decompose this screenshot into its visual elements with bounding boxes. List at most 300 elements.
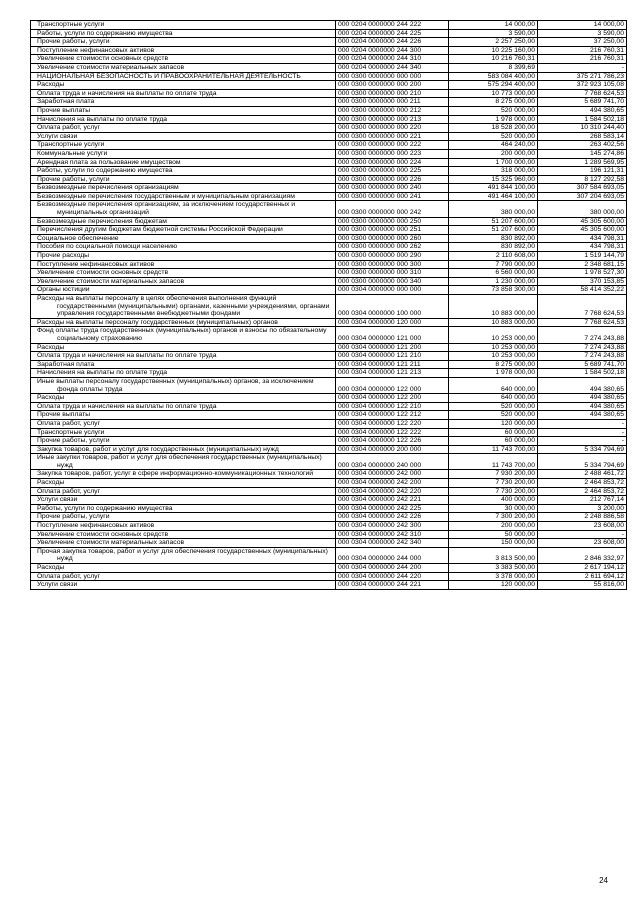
- row-approved: 7 300 200,00: [449, 513, 538, 522]
- row-code: 000 0300 0000000 000 221: [336, 132, 449, 141]
- table-row: [31, 63, 627, 72]
- row-name: Работы, услуги по содержанию имущества: [31, 29, 336, 38]
- table-row: [31, 201, 627, 217]
- row-executed: 494 380,65: [538, 411, 627, 420]
- row-name: Безвозмездные перечисления организациям, за исключением государственных и муниципальных организаций: [31, 201, 336, 217]
- row-name: Работы, услуги по содержанию имущества: [31, 504, 336, 513]
- row-approved: 318 000,00: [449, 167, 538, 176]
- row-name: Расходы на выплаты персоналу государственных (муниципальных) органов: [31, 318, 336, 327]
- row-approved: 6 560 000,00: [449, 269, 538, 278]
- row-code: 000 0304 0000000 244 000: [336, 547, 449, 563]
- table-row: [31, 377, 627, 393]
- row-approved: 380 000,00: [449, 201, 538, 217]
- row-approved: 830 892,00: [449, 243, 538, 252]
- row-code: 000 0300 0000000 000 300: [336, 260, 449, 269]
- row-code: 000 0304 0000000 122 200: [336, 394, 449, 403]
- row-executed: 1 584 502,18: [538, 115, 627, 124]
- row-approved: 1 978 000,00: [449, 115, 538, 124]
- row-executed: 372 923 105,08: [538, 81, 627, 90]
- row-approved: 1 230 000,00: [449, 277, 538, 286]
- table-row: [31, 243, 627, 252]
- row-code: 000 0304 0000000 242 200: [336, 479, 449, 488]
- row-code: 000 0304 0000000 242 000: [336, 470, 449, 479]
- row-approved: 11 743 700,00: [449, 454, 538, 470]
- row-name: НАЦИОНАЛЬНАЯ БЕЗОПАСНОСТЬ И ПРАВООХРАНИТЕЛЬНАЯ ДЕЯТЕЛЬНОСТЬ: [31, 72, 336, 81]
- row-name: Увеличение стоимости основных средств: [31, 55, 336, 64]
- row-executed: 7 768 624,53: [538, 89, 627, 98]
- row-executed: 2 488 461,72: [538, 470, 627, 479]
- row-executed: 7 768 624,53: [538, 295, 627, 319]
- row-executed: 45 305 600,00: [538, 217, 627, 226]
- row-code: 000 0300 0000000 000 340: [336, 277, 449, 286]
- row-approved: 8 275 000,00: [449, 98, 538, 107]
- row-approved: 2 257 250,00: [449, 38, 538, 47]
- row-executed: 5 689 741,70: [538, 360, 627, 369]
- row-code: 000 0304 0000000 122 222: [336, 428, 449, 437]
- row-executed: 2 464 853,72: [538, 479, 627, 488]
- row-name: Прочие работы, услуги: [31, 437, 336, 446]
- row-approved: 10 225 160,00: [449, 46, 538, 55]
- row-executed: 55 816,00: [538, 581, 627, 590]
- row-code: 000 0300 0000000 000 222: [336, 141, 449, 150]
- table-row: [31, 454, 627, 470]
- table-row: [31, 343, 627, 352]
- row-code: 000 0300 0000000 000 260: [336, 234, 449, 243]
- row-approved: 120 000,00: [449, 581, 538, 590]
- row-code: 000 0304 0000000 121 000: [336, 327, 449, 343]
- table-row: [31, 327, 627, 343]
- row-approved: 640 000,00: [449, 394, 538, 403]
- row-name: Заработная плата: [31, 360, 336, 369]
- table-row: [31, 46, 627, 55]
- table-row: [31, 496, 627, 505]
- row-approved: 3 590,00: [449, 29, 538, 38]
- row-name: Услуги связи: [31, 581, 336, 590]
- row-name: Поступление нефинансовых активов: [31, 522, 336, 531]
- row-code: 000 0300 0000000 000 242: [336, 201, 449, 217]
- row-executed: 5 334 794,69: [538, 445, 627, 454]
- row-code: 000 0304 0000000 240 000: [336, 454, 449, 470]
- row-name: Работы, услуги по содержанию имущества: [31, 167, 336, 176]
- row-name: Увеличение стоимости основных средств: [31, 269, 336, 278]
- row-executed: 307 584 693,05: [538, 184, 627, 193]
- table-row: [31, 38, 627, 47]
- row-executed: -: [538, 530, 627, 539]
- table-row: [31, 141, 627, 150]
- row-executed: 1 289 569,95: [538, 158, 627, 167]
- row-approved: 50 000,00: [449, 530, 538, 539]
- row-executed: 145 274,86: [538, 149, 627, 158]
- row-name: Прочие выплаты: [31, 106, 336, 115]
- row-executed: 212 767,14: [538, 496, 627, 505]
- row-name: Оплата труда и начисления на выплаты по оплате труда: [31, 402, 336, 411]
- row-approved: 464 240,00: [449, 141, 538, 150]
- row-code: 000 0204 0000000 244 310: [336, 55, 449, 64]
- table-body: [31, 21, 627, 590]
- row-code: 000 0304 0000000 242 225: [336, 504, 449, 513]
- row-code: 000 0304 0000000 242 220: [336, 487, 449, 496]
- row-approved: 7 730 200,00: [449, 487, 538, 496]
- row-approved: 51 207 600,00: [449, 217, 538, 226]
- row-name: Прочие выплаты: [31, 411, 336, 420]
- row-code: 000 0300 0000000 000 220: [336, 124, 449, 133]
- table-row: [31, 286, 627, 295]
- row-executed: 196 121,31: [538, 167, 627, 176]
- row-executed: 3 200,00: [538, 504, 627, 513]
- table-row: [31, 55, 627, 64]
- table-row: [31, 167, 627, 176]
- table-row: [31, 437, 627, 446]
- row-name: Расходы: [31, 479, 336, 488]
- row-executed: 2 846 332,97: [538, 547, 627, 563]
- row-approved: 575 294 400,00: [449, 81, 538, 90]
- row-executed: 434 798,31: [538, 234, 627, 243]
- row-approved: 10 253 000,00: [449, 327, 538, 343]
- row-approved: 60 000,00: [449, 428, 538, 437]
- row-executed: 8 127 292,58: [538, 175, 627, 184]
- row-name: Иные закупки товаров, работ и услуг для обеспечения государственных (муниципальных) нужд: [31, 454, 336, 470]
- row-code: 000 0304 0000000 242 221: [336, 496, 449, 505]
- row-executed: 10 310 244,40: [538, 124, 627, 133]
- row-code: 000 0300 0000000 000 211: [336, 98, 449, 107]
- row-name: Перечисления другим бюджетам бюджетной системы Российской Федерации: [31, 226, 336, 235]
- row-code: 000 0300 0000000 000 212: [336, 106, 449, 115]
- row-name: Органы юстиции: [31, 286, 336, 295]
- table-row: [31, 192, 627, 201]
- table-row: [31, 252, 627, 261]
- table-row: [31, 89, 627, 98]
- row-approved: 200 000,00: [449, 149, 538, 158]
- row-executed: 2 617 194,12: [538, 564, 627, 573]
- row-name: Начисления на выплаты по оплате труда: [31, 115, 336, 124]
- row-code: 000 0204 0000000 244 226: [336, 38, 449, 47]
- table-row: [31, 21, 627, 30]
- row-code: 000 0204 0000000 244 340: [336, 63, 449, 72]
- table-row: [31, 470, 627, 479]
- table-row: [31, 277, 627, 286]
- row-name: Оплата работ, услуг: [31, 419, 336, 428]
- row-code: 000 0304 0000000 100 000: [336, 295, 449, 319]
- row-executed: 2 348 681,15: [538, 260, 627, 269]
- row-executed: 494 380,65: [538, 394, 627, 403]
- row-name: Расходы: [31, 81, 336, 90]
- row-executed: 380 000,00: [538, 201, 627, 217]
- row-code: 000 0304 0000000 000 000: [336, 286, 449, 295]
- table-row: [31, 260, 627, 269]
- row-approved: 60 000,00: [449, 437, 538, 446]
- row-code: 000 0304 0000000 242 226: [336, 513, 449, 522]
- row-code: 000 0304 0000000 244 220: [336, 572, 449, 581]
- row-code: 000 0304 0000000 120 000: [336, 318, 449, 327]
- row-code: 000 0304 0000000 121 211: [336, 360, 449, 369]
- row-approved: 520 000,00: [449, 411, 538, 420]
- row-executed: 307 204 693,05: [538, 192, 627, 201]
- table-row: [31, 572, 627, 581]
- row-name: Арендная плата за пользование имуществом: [31, 158, 336, 167]
- row-name: Безвозмездные перечисления бюджетам: [31, 217, 336, 226]
- row-code: 000 0300 0000000 000 250: [336, 217, 449, 226]
- row-approved: 10 216 760,31: [449, 55, 538, 64]
- row-executed: 1 978 527,30: [538, 269, 627, 278]
- row-executed: 263 402,56: [538, 141, 627, 150]
- row-approved: 400 000,00: [449, 496, 538, 505]
- table-row: [31, 106, 627, 115]
- row-name: Оплата труда и начисления на выплаты по оплате труда: [31, 352, 336, 361]
- row-name: Услуги связи: [31, 132, 336, 141]
- row-approved: 3 383 500,00: [449, 564, 538, 573]
- row-approved: 10 773 000,00: [449, 89, 538, 98]
- row-name: Начисления на выплаты по оплате труда: [31, 369, 336, 378]
- row-approved: 3 813 500,00: [449, 547, 538, 563]
- row-executed: 7 274 243,88: [538, 343, 627, 352]
- row-name: Пособия по социальной помощи населению: [31, 243, 336, 252]
- table-row: [31, 318, 627, 327]
- row-executed: 494 380,65: [538, 402, 627, 411]
- row-approved: 1 978 000,00: [449, 369, 538, 378]
- row-name: Расходы: [31, 343, 336, 352]
- row-approved: 10 883 000,00: [449, 295, 538, 319]
- row-approved: 3 378 000,00: [449, 572, 538, 581]
- row-code: 000 0304 0000000 242 310: [336, 530, 449, 539]
- row-approved: 583 084 400,00: [449, 72, 538, 81]
- row-approved: 10 253 000,00: [449, 352, 538, 361]
- row-code: 000 0300 0000000 000 213: [336, 115, 449, 124]
- row-approved: 7 730 200,00: [449, 479, 538, 488]
- row-executed: 434 798,31: [538, 243, 627, 252]
- row-code: 000 0300 0000000 000 240: [336, 184, 449, 193]
- table-row: [31, 581, 627, 590]
- row-code: 000 0300 0000000 000 000: [336, 72, 449, 81]
- row-approved: 2 110 608,00: [449, 252, 538, 261]
- row-approved: 8 399,69: [449, 63, 538, 72]
- row-executed: -: [538, 419, 627, 428]
- row-executed: 1 519 144,79: [538, 252, 627, 261]
- table-row: [31, 226, 627, 235]
- row-code: 000 0300 0000000 000 210: [336, 89, 449, 98]
- table-row: [31, 217, 627, 226]
- table-row: [31, 564, 627, 573]
- table-row: [31, 234, 627, 243]
- row-name: Коммунальные услуги: [31, 149, 336, 158]
- row-code: 000 0304 0000000 244 200: [336, 564, 449, 573]
- table-row: [31, 419, 627, 428]
- table-row: [31, 369, 627, 378]
- row-approved: 640 000,00: [449, 377, 538, 393]
- row-approved: 11 743 700,00: [449, 445, 538, 454]
- row-executed: 268 583,14: [538, 132, 627, 141]
- row-name: Транспортные услуги: [31, 141, 336, 150]
- row-approved: 14 000,00: [449, 21, 538, 30]
- row-code: 000 0300 0000000 000 224: [336, 158, 449, 167]
- row-executed: 7 768 624,53: [538, 318, 627, 327]
- table-row: [31, 149, 627, 158]
- table-row: [31, 513, 627, 522]
- row-executed: 2 248 886,58: [538, 513, 627, 522]
- row-name: Расходы: [31, 394, 336, 403]
- table-row: [31, 479, 627, 488]
- budget-execution-table: [30, 20, 627, 590]
- row-name: Поступление нефинансовых активов: [31, 260, 336, 269]
- row-code: 000 0300 0000000 000 262: [336, 243, 449, 252]
- row-code: 000 0304 0000000 242 300: [336, 522, 449, 531]
- table-row: [31, 115, 627, 124]
- row-executed: 375 271 786,23: [538, 72, 627, 81]
- row-code: 000 0304 0000000 121 213: [336, 369, 449, 378]
- row-name: Безвозмездные перечисления государственным и муниципальным организациям: [31, 192, 336, 201]
- row-name: Услуги связи: [31, 496, 336, 505]
- row-code: 000 0300 0000000 000 223: [336, 149, 449, 158]
- row-name: Социальное обеспечение: [31, 234, 336, 243]
- row-executed: 45 305 600,00: [538, 226, 627, 235]
- row-executed: 2 464 853,72: [538, 487, 627, 496]
- row-approved: 73 858 300,00: [449, 286, 538, 295]
- row-code: 000 0300 0000000 000 225: [336, 167, 449, 176]
- row-code: 000 0304 0000000 122 210: [336, 402, 449, 411]
- table-row: [31, 81, 627, 90]
- table-row: [31, 132, 627, 141]
- table-row: [31, 158, 627, 167]
- row-name: Поступление нефинансовых активов: [31, 46, 336, 55]
- row-executed: 7 274 243,88: [538, 327, 627, 343]
- row-approved: 830 892,00: [449, 234, 538, 243]
- row-code: 000 0300 0000000 000 241: [336, 192, 449, 201]
- row-executed: 3 590,00: [538, 29, 627, 38]
- row-name: Прочие работы, услуги: [31, 38, 336, 47]
- row-approved: 200 000,00: [449, 522, 538, 531]
- row-name: Закупка товаров, работ и услуг для государственных (муниципальных) нужд: [31, 445, 336, 454]
- row-executed: 494 380,65: [538, 377, 627, 393]
- row-code: 000 0204 0000000 244 225: [336, 29, 449, 38]
- table-row: [31, 487, 627, 496]
- table-row: [31, 269, 627, 278]
- row-code: 000 0304 0000000 200 000: [336, 445, 449, 454]
- row-name: Иные выплаты персоналу государственных (муниципальных) органов, за исключением фонда оплаты труда: [31, 377, 336, 393]
- table-row: [31, 547, 627, 563]
- table-row: [31, 29, 627, 38]
- row-name: Транспортные услуги: [31, 21, 336, 30]
- row-code: 000 0204 0000000 244 300: [336, 46, 449, 55]
- row-approved: 1 700 000,00: [449, 158, 538, 167]
- table-row: [31, 411, 627, 420]
- row-executed: 37 250,00: [538, 38, 627, 47]
- row-name: Заработная плата: [31, 98, 336, 107]
- row-code: 000 0304 0000000 122 226: [336, 437, 449, 446]
- table-row: [31, 504, 627, 513]
- row-name: Оплата работ, услуг: [31, 572, 336, 581]
- row-code: 000 0304 0000000 244 221: [336, 581, 449, 590]
- row-name: Увеличение стоимости материальных запасов: [31, 277, 336, 286]
- row-name: Увеличение стоимости материальных запасов: [31, 539, 336, 548]
- row-code: 000 0304 0000000 121 210: [336, 352, 449, 361]
- row-name: Прочие расходы: [31, 252, 336, 261]
- row-executed: -: [538, 428, 627, 437]
- row-approved: 120 000,00: [449, 419, 538, 428]
- row-name: Фонд оплаты труда государственных (муниципальных) органов и взносы по обязательному социальному страхованию: [31, 327, 336, 343]
- row-code: 000 0300 0000000 000 290: [336, 252, 449, 261]
- row-executed: -: [538, 63, 627, 72]
- row-name: Оплата работ, услуг: [31, 124, 336, 133]
- row-executed: 2 611 694,12: [538, 572, 627, 581]
- table-row: [31, 530, 627, 539]
- table-row: [31, 124, 627, 133]
- table-row: [31, 445, 627, 454]
- row-code: 000 0304 0000000 122 212: [336, 411, 449, 420]
- row-executed: 1 584 502,18: [538, 369, 627, 378]
- row-approved: 491 844 100,00: [449, 184, 538, 193]
- row-name: Оплата работ, услуг: [31, 487, 336, 496]
- row-approved: 10 883 000,00: [449, 318, 538, 327]
- row-executed: 216 760,31: [538, 55, 627, 64]
- row-approved: 150 000,00: [449, 539, 538, 548]
- row-executed: 5 689 741,70: [538, 98, 627, 107]
- row-code: 000 0204 0000000 244 222: [336, 21, 449, 30]
- row-executed: 5 334 794,69: [538, 454, 627, 470]
- row-approved: 8 275 000,00: [449, 360, 538, 369]
- row-name: Расходы: [31, 564, 336, 573]
- row-approved: 7 930 200,00: [449, 470, 538, 479]
- row-code: 000 0300 0000000 000 226: [336, 175, 449, 184]
- row-approved: 7 790 000,00: [449, 260, 538, 269]
- row-name: Прочие работы, услуги: [31, 175, 336, 184]
- row-name: Увеличение стоимости материальных запасов: [31, 63, 336, 72]
- row-executed: 216 760,31: [538, 46, 627, 55]
- table-row: [31, 352, 627, 361]
- row-name: Расходы на выплаты персоналу в целях обеспечения выполнения функций государственными (муниципальными) органами, казенными учреждениями, органами управления государственными внебюджетными фондами: [31, 295, 336, 319]
- row-approved: 15 325 960,00: [449, 175, 538, 184]
- table-row: [31, 98, 627, 107]
- row-approved: 520 000,00: [449, 132, 538, 141]
- row-executed: 23 608,00: [538, 522, 627, 531]
- row-executed: -: [538, 437, 627, 446]
- table-row: [31, 394, 627, 403]
- table-row: [31, 402, 627, 411]
- table-row: [31, 72, 627, 81]
- table-row: [31, 360, 627, 369]
- row-approved: 10 253 000,00: [449, 343, 538, 352]
- page-number: 24: [599, 876, 608, 885]
- table-row: [31, 295, 627, 319]
- table-row: [31, 184, 627, 193]
- row-code: 000 0304 0000000 122 000: [336, 377, 449, 393]
- table-row: [31, 428, 627, 437]
- table-row: [31, 522, 627, 531]
- row-executed: 7 274 243,88: [538, 352, 627, 361]
- row-executed: 494 380,65: [538, 106, 627, 115]
- row-approved: 18 528 200,00: [449, 124, 538, 133]
- row-executed: 370 153,85: [538, 277, 627, 286]
- row-code: 000 0300 0000000 000 310: [336, 269, 449, 278]
- row-executed: 14 000,00: [538, 21, 627, 30]
- row-code: 000 0304 0000000 122 220: [336, 419, 449, 428]
- row-executed: 23 608,00: [538, 539, 627, 548]
- row-name: Увеличение стоимости основных средств: [31, 530, 336, 539]
- row-code: 000 0300 0000000 000 251: [336, 226, 449, 235]
- row-approved: 520 000,00: [449, 106, 538, 115]
- row-name: Транспортные услуги: [31, 428, 336, 437]
- table-row: [31, 539, 627, 548]
- row-approved: 30 000,00: [449, 504, 538, 513]
- row-name: Прочая закупка товаров, работ и услуг для обеспечения государственных (муниципальных) нужд: [31, 547, 336, 563]
- row-approved: 51 207 600,00: [449, 226, 538, 235]
- row-name: Закупка товаров, работ, услуг в сфере информационно-коммуникационных технологий: [31, 470, 336, 479]
- row-name: Прочие работы, услуги: [31, 513, 336, 522]
- row-approved: 520 000,00: [449, 402, 538, 411]
- row-code: 000 0300 0000000 000 200: [336, 81, 449, 90]
- row-name: Безвозмездные перечисления организациям: [31, 184, 336, 193]
- row-code: 000 0304 0000000 121 200: [336, 343, 449, 352]
- row-executed: 58 414 352,22: [538, 286, 627, 295]
- row-approved: 491 464 100,00: [449, 192, 538, 201]
